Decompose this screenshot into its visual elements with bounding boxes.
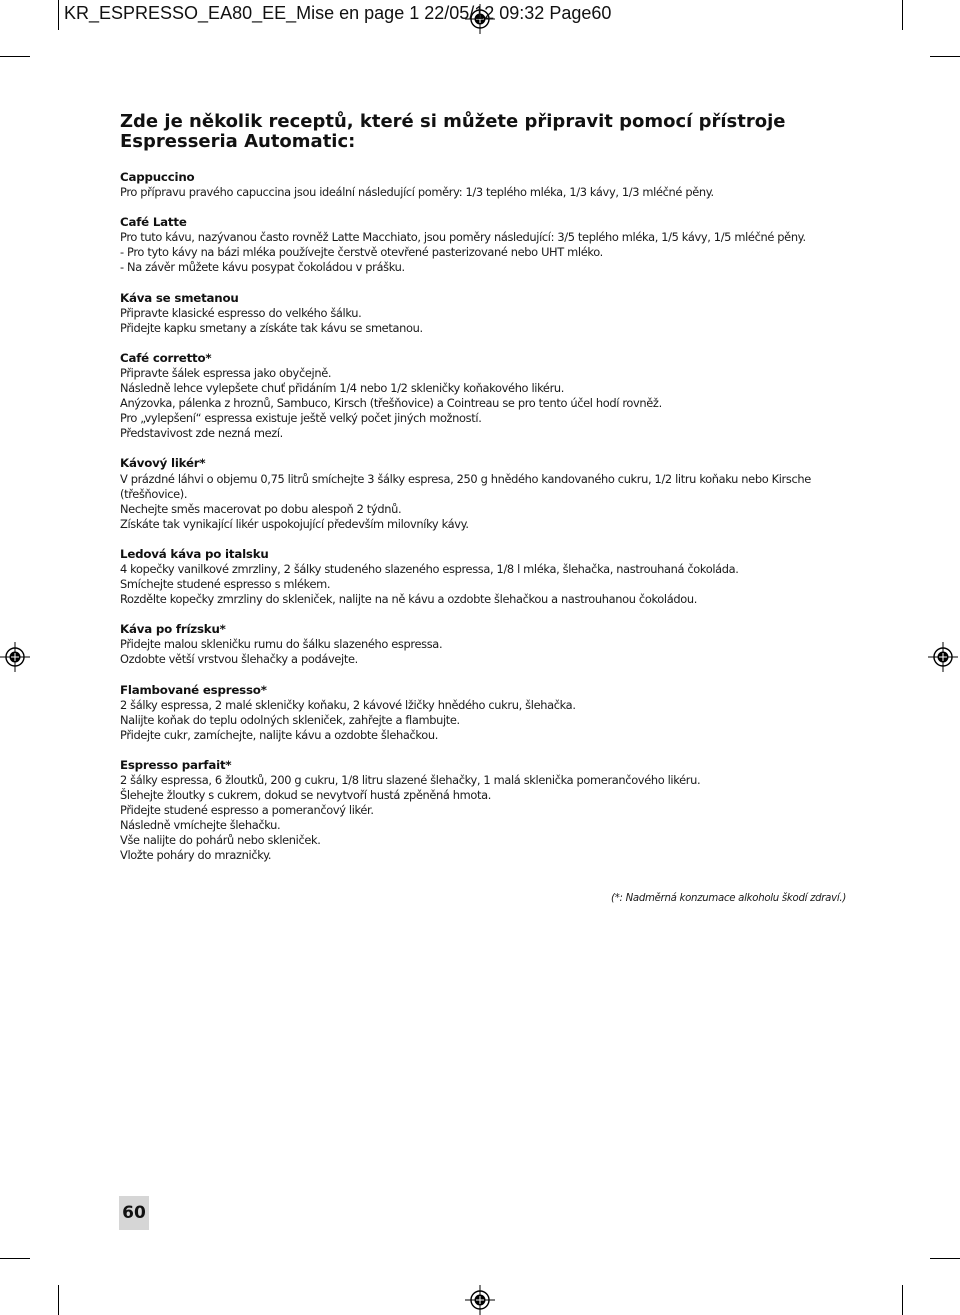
recipe-section: [120, 351, 860, 442]
recipe-line: 2 šálky espressa, 6 žloutků, 200 g cukru, 1/8 litru slazené šlehačky, 1 malá sklenička pomerančového likéru.: [120, 773, 701, 787]
registration-mark-icon: [465, 1285, 495, 1315]
recipe-list: [120, 170, 860, 879]
recipe-line: - Pro tyto kávy na bázi mléka používejte čerstvě otevřené pasterizované nebo UHT mléko.: [120, 245, 603, 260]
registration-mark-icon: [928, 642, 958, 672]
crop-mark-icon: [930, 56, 960, 57]
recipe-section: [120, 622, 860, 667]
recipe-heading: Káva se smetanou: [120, 290, 239, 305]
page-title: Zde je několik receptů, které si můžete připravit pomocí přístroje Espresseria Automatic:: [120, 111, 786, 152]
recipe-line: Nechejte směs macerovat po dobu alespoň 2 týdnů.: [120, 501, 402, 516]
crop-mark-icon: [0, 1258, 30, 1259]
recipe-line: Vložte poháry do mrazničky.: [120, 848, 272, 863]
recipe-line: Vše nalijte do pohárů nebo skleniček.: [120, 833, 321, 848]
recipe-heading: Káva po frízsku*: [120, 622, 226, 637]
recipe-line: Následně lehce vylepšete chuť přidáním 1/4 nebo 1/2 skleničky koňakového likéru.: [120, 381, 565, 396]
recipe-heading: Café corretto*: [120, 350, 212, 365]
recipe-line: Nalijte koňak do teplu odolných skleniček, zahřejte a flambujte.: [120, 712, 460, 727]
crop-mark-icon: [58, 0, 59, 30]
recipe-line: Přidejte cukr, zamíchejte, nalijte kávu a ozdobte šlehačkou.: [120, 727, 438, 742]
recipe-line: Šlehejte žloutky s cukrem, dokud se nevytvoří hustá zpěněná hmota.: [120, 788, 492, 803]
recipe-line: Následně vmíchejte šlehačku.: [120, 818, 281, 833]
recipe-line: Přidejte studené espresso a pomerančový likér.: [120, 803, 374, 818]
recipe-section: [120, 683, 860, 743]
recipe-line: Představivost zde nezná mezí.: [120, 426, 283, 441]
recipe-line: 2 šálky espressa, 2 malé skleničky koňaku, 2 kávové lžičky hnědého cukru, šlehačka.: [120, 697, 576, 712]
recipe-heading: Flambované espresso*: [120, 682, 267, 697]
recipe-line: Smíchejte studené espresso s mlékem.: [120, 577, 331, 592]
recipe-line: Přidejte kapku smetany a získáte tak kávu se smetanou.: [120, 320, 423, 335]
recipe-line: Rozdělte kopečky zmrzliny do skleniček, nalijte na ně kávu a ozdobte šlehačkou a nastrouhanou čokoládou.: [120, 592, 698, 607]
recipe-line: V prázdné láhvi o objemu 0,75 litrů smíchejte 3 šálky espresa, 250 g hnědého kandovaného cukru, 1/2 litru koňaku nebo Kirsche (třešňovice).: [120, 471, 811, 501]
recipe-line: Přidejte malou skleničku rumu do šálku slazeného espressa.: [120, 637, 443, 652]
alcohol-note: (*: Nadměrná konzumace alkoholu škodí zdraví.): [611, 893, 846, 904]
recipe-line: Získáte tak vynikající likér uspokojující především milovníky kávy.: [120, 516, 469, 531]
recipe-heading: Espresso parfait*: [120, 757, 232, 772]
crop-mark-icon: [902, 1285, 903, 1315]
crop-mark-icon: [58, 1285, 59, 1315]
recipe-section: [120, 215, 860, 275]
recipe-line: Pro tuto kávu, nazývanou často rovněž Latte Macchiato, jsou poměry následující: 3/5 teplého mléka, 1/5 kávy, 1/5 mléčné pěny.: [120, 230, 806, 245]
recipe-line: Ozdobte větší vrstvou šlehačky a podávejte.: [120, 652, 358, 667]
recipe-heading: Cappuccino: [120, 170, 195, 184]
crop-mark-icon: [0, 56, 30, 57]
recipe-section: [120, 758, 860, 864]
recipe-line: Anýzovka, pálenka z hroznů, Sambuco, Kirsch (třešňovice) a Cointreau se pro tento účel hodí rovněž.: [120, 396, 662, 411]
recipe-line: Připravte šálek espressa jako obyčejně.: [120, 365, 332, 380]
recipe-heading: Kávový likér*: [120, 456, 206, 471]
recipe-section: [120, 456, 860, 531]
recipe-line: Pro „vylepšení“ espressa existuje ještě velký počet jiných možností.: [120, 411, 482, 426]
crop-mark-icon: [930, 1258, 960, 1259]
print-slug: KR_ESPRESSO_EA80_EE_Mise en page 1 22/05/12 09:32 Page60: [64, 3, 612, 23]
page-number: 60: [119, 1196, 149, 1230]
recipe-line: Pro přípravu pravého capuccina jsou ideální následující poměry: 1/3 teplého mléka, 1/3 kávy, 1/3 mléčné pěny.: [120, 185, 714, 200]
crop-mark-icon: [902, 0, 903, 30]
recipe-line: - Na závěr můžete kávu posypat čokoládou v prášku.: [120, 260, 405, 275]
registration-mark-icon: [0, 642, 30, 672]
recipe-section: [120, 170, 860, 200]
recipe-section: [120, 547, 860, 607]
recipe-line: Připravte klasické espresso do velkého šálku.: [120, 305, 362, 320]
recipe-heading: Café Latte: [120, 215, 187, 230]
recipe-heading: Ledová káva po italsku: [120, 546, 269, 561]
recipe-line: 4 kopečky vanilkové zmrzliny, 2 šálky studeného slazeného espressa, 1/8 l mléka, šlehačka, nastrouhaná čokoláda.: [120, 561, 739, 576]
recipe-section: [120, 291, 860, 336]
